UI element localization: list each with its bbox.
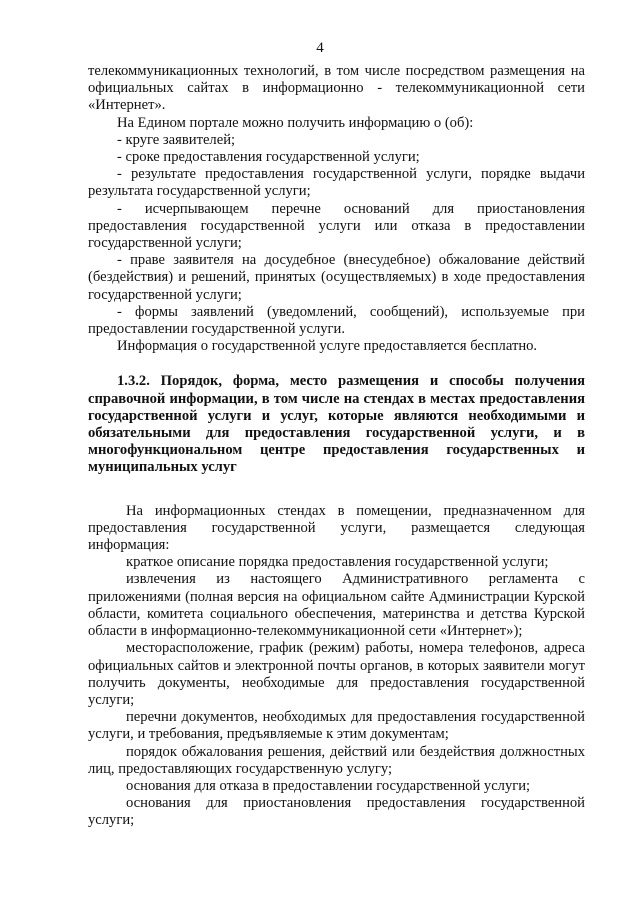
stand-item-appeal: порядок обжалования решения, действий или бездействия должностных лиц, предоставляющих государственную услугу; xyxy=(88,743,585,777)
page-number: 4 xyxy=(316,40,324,56)
list-item-appeal-right: - праве заявителя на досудебное (внесудебное) обжалование действий (бездействия) и решений, принятых (осуществляемых) в ходе предоставления государственной услуги; xyxy=(88,252,585,303)
list-item-term: - сроке предоставления государственной услуги; xyxy=(117,149,420,166)
stand-item-documents: перечни документов, необходимых для предоставления государственной услуги, и требования, предъявляемые к этим документам; xyxy=(88,709,585,743)
paragraph-continuation: телекоммуникационных технологий, в том числе посредством размещения на официальных сайтах в информационно - телекоммуникационной сети «Интернет». xyxy=(88,63,585,114)
section-heading: 1.3.2. Порядок, форма, место размещения и способы получения справочной информации, в том числе на стендах в местах предоставления государственной услуги и услуг, которые являются необходимыми и обязательными для предоставления государственной услуги, и в многофункциональном центре предоставления государственных и муниципальных услуг xyxy=(88,373,585,476)
paragraph-portal-intro: На Едином портале можно получить информацию о (об): xyxy=(117,114,474,131)
list-item-applicants: - круге заявителей; xyxy=(117,131,236,148)
spacer xyxy=(88,477,585,503)
stand-item-refusal: основания для отказа в предоставлении государственной услуги; xyxy=(126,777,531,794)
stand-item-description: краткое описание порядка предоставления государственной услуги; xyxy=(126,554,549,571)
list-item-forms: - формы заявлений (уведомлений, сообщений), используемые при предоставлении государственной услуги. xyxy=(88,303,585,338)
stand-item-location: месторасположение, график (режим) работы, номера телефонов, адреса официальных сайтов и электронной почты органов, в которых заявители могут получить документы, необходимые для предоставления государственной услуги; xyxy=(88,640,585,708)
list-item-result: - результате предоставления государственной услуги, порядке выдачи результата государственной услуги; xyxy=(88,166,585,200)
document-body xyxy=(88,63,585,830)
stand-item-suspension: основания для приостановления предоставления государственной услуги; xyxy=(88,795,585,829)
paragraph-stands-intro: На информационных стендах в помещении, предназначенном для предоставления государственной услуги, размещается следующая информация: xyxy=(88,502,585,554)
list-item-grounds: - исчерпывающем перечне оснований для приостановления предоставления государственной услуги или отказа в предоставлении государственной услуги; xyxy=(88,200,585,252)
paragraph-free-info: Информация о государственной услуге предоставляется бесплатно. xyxy=(117,338,538,355)
stand-item-extracts: извлечения из настоящего Административного регламента с приложениями (полная версия на официальном сайте Администрации Курской области, комитета социального обеспечения, материнства и детства Курской области в информационно-телекоммуникационной сети «Интернет»); xyxy=(88,571,585,640)
